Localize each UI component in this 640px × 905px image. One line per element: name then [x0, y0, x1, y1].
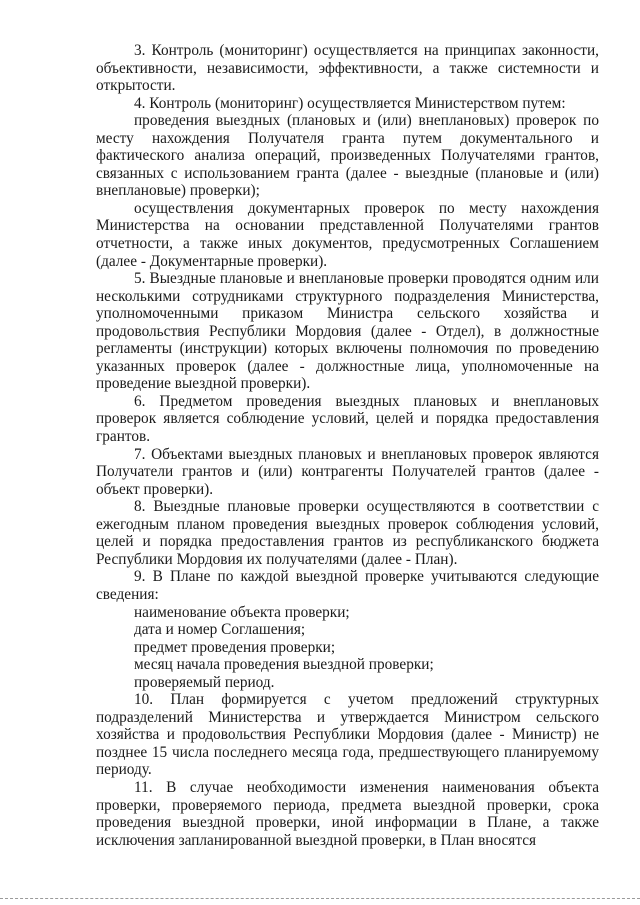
paragraph-10: 10. План формируется с учетом предложений структурных подразделений Министерства и утверждается Министром сельского хозяйства и продовольствия Республики Мордовия (далее - Министр) не позднее 15 числа последнего месяца года, предшествующего планируемому периоду.	[96, 691, 599, 779]
paragraph-7: 7. Объектами выездных плановых и внеплановых проверок являются Получатели грантов и (или) контрагенты Получателей грантов (далее - объект проверки).	[96, 445, 599, 498]
paragraph-4: 4. Контроль (мониторинг) осуществляется Министерством путем:	[134, 94, 566, 112]
paragraph-5: 5. Выездные плановые и внеплановые проверки проводятся одним или несколькими сотрудниками структурного подразделения Министерства, уполномоченными приказом Министра сельского хозяйства и продовольствия Республики Мордовия (далее - Отдел), в должностные регламенты (инструкции) которых включены полномочия по проведению указанных проверок (далее - должностные лица, уполномоченные на проведение выездной проверки).	[96, 270, 599, 393]
paragraph-4-item-1: проведения выездных (плановых и (или) внеплановых) проверок по месту нахождения Получателя гранта путем документального и фактического анализа операций, произведенных Получателями грантов, связанных с использованием гранта (далее - выездные (плановые и (или) внеплановые) проверки);	[96, 112, 599, 200]
list-item: наименование объекта проверки;	[134, 603, 350, 621]
list-item: предмет проведения проверки;	[134, 638, 336, 656]
paragraph-11: 11. В случае необходимости изменения наименования объекта проверки, проверяемого периода, предмета выездной проверки, срока проведения выездной проверки, иной информации в Плане, а также исключения запланированной выездной проверки, в План вносятся	[96, 778, 599, 849]
paragraph-6: 6. Предметом проведения выездных плановых и внеплановых проверок является соблюдение условий, целей и порядка предоставления грантов.	[96, 392, 599, 446]
paragraph-3: 3. Контроль (мониторинг) осуществляется на принципах законности, объективности, независимости, эффективности, а также системности и открытости.	[96, 42, 599, 95]
paragraph-9: 9. В Плане по каждой выездной проверке учитываются следующие сведения:	[96, 568, 599, 603]
document-body	[96, 42, 599, 849]
list-item: проверяемый период.	[134, 673, 275, 691]
list-item: месяц начала проведения выездной проверки;	[134, 656, 434, 674]
list-item: дата и номер Соглашения;	[134, 621, 306, 639]
paragraph-8: 8. Выездные плановые проверки осуществляются в соответствии с ежегодным планом проведения выездных проверок соблюдения условий, целей и порядка предоставления грантов из республиканского бюджета Республики Мордовия их получателями (далее - План).	[96, 498, 599, 568]
page-bottom-rule	[0, 898, 640, 899]
paragraph-4-item-2: осуществления документарных проверок по месту нахождения Министерства на основании представленной Получателями грантов отчетности, а также иных документов, предусмотренных Соглашением (далее - Документарные проверки).	[96, 199, 599, 270]
